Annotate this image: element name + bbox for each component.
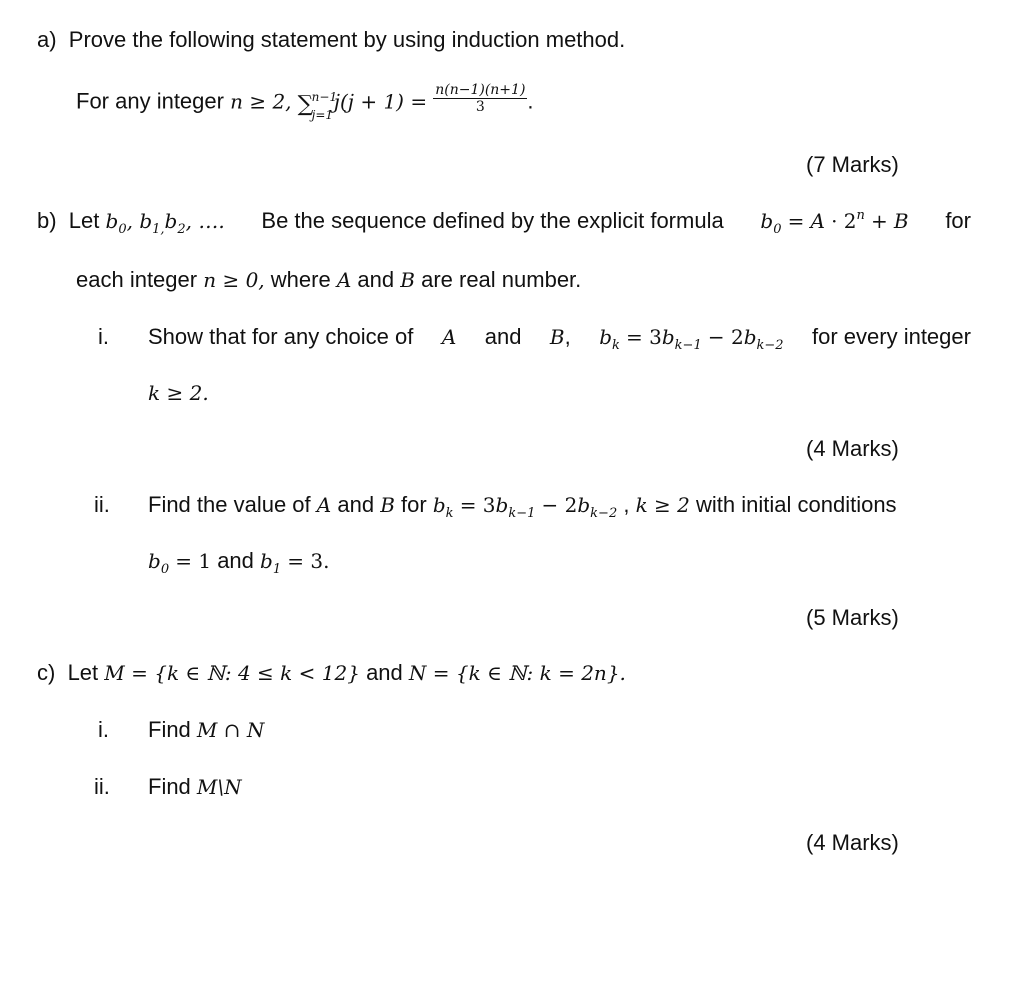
set-m: M = {k ∈ ℕ: 4 ≤ k < 12} (104, 661, 360, 685)
part-b-ii-label: ii. (94, 492, 110, 517)
part-c-marks: (4 Marks) (806, 830, 899, 855)
part-b-ii-line2: $b_0 = 1$ and $b_1 = 3$. (148, 548, 330, 577)
part-a-summand: j(j + 1) = (333, 89, 428, 114)
part-a-for-any: For any integer (76, 88, 224, 114)
part-b-i-line2: k ≥ 2. (148, 381, 209, 405)
part-a-fraction: $\frac{n(n-1)(n+1)}{3}$ (435, 82, 526, 115)
part-c-i-line: Find M ∩ N (148, 717, 265, 742)
part-c-ii-line: Find M\N (148, 774, 242, 799)
part-b-line1: b) Let $b_0$, $b_{1,}b_2$, …. Be the sequence defined by the explicit formula $b_0 = A \cdot 2^n + B$ for (37, 208, 971, 237)
part-b-label: b) (37, 208, 57, 233)
part-c-ii-label: ii. (94, 774, 110, 799)
part-a-formula-line: For any integer n ≥ 2, ∑ n−1 j=1 j(j + 1) = $\frac{n(n-1)(n+1)}{3}$ . (76, 82, 534, 122)
part-a-marks: (7 Marks) (806, 152, 899, 177)
part-a-condition: n ≥ 2, (230, 89, 292, 114)
part-b-i-marks: (4 Marks) (806, 436, 899, 461)
part-c-i-label: i. (98, 717, 109, 742)
part-a-statement: Prove the following statement by using induction method. (68, 27, 626, 52)
part-a-label: a) (37, 27, 57, 52)
summation-symbol: ∑ n−1 j=1 (297, 89, 338, 122)
set-n: N = {k ∈ ℕ: k = 2n}. (408, 661, 626, 685)
part-b-line2: each integer n ≥ 0, where A and B are real number. (76, 267, 582, 292)
part-c-line1: c) Let M = {k ∈ ℕ: 4 ≤ k < 12} and N = {k ∈ ℕ: k = 2n}. (37, 660, 626, 685)
part-b-i-label: i. (98, 324, 109, 349)
part-b-ii-line1: Find the value of A and B for $b_k = 3b_{k-1} - 2b_{k-2}$ , k ≥ 2 with initial conditions (148, 492, 897, 521)
part-b-ii-marks: (5 Marks) (806, 605, 899, 630)
part-c-label: c) (37, 660, 56, 685)
part-b-i-line1: Show that for any choice of A and B, $b_k = 3b_{k-1} - 2b_{k-2}$ for every integer (148, 324, 971, 353)
part-a-line1 (37, 25, 625, 55)
